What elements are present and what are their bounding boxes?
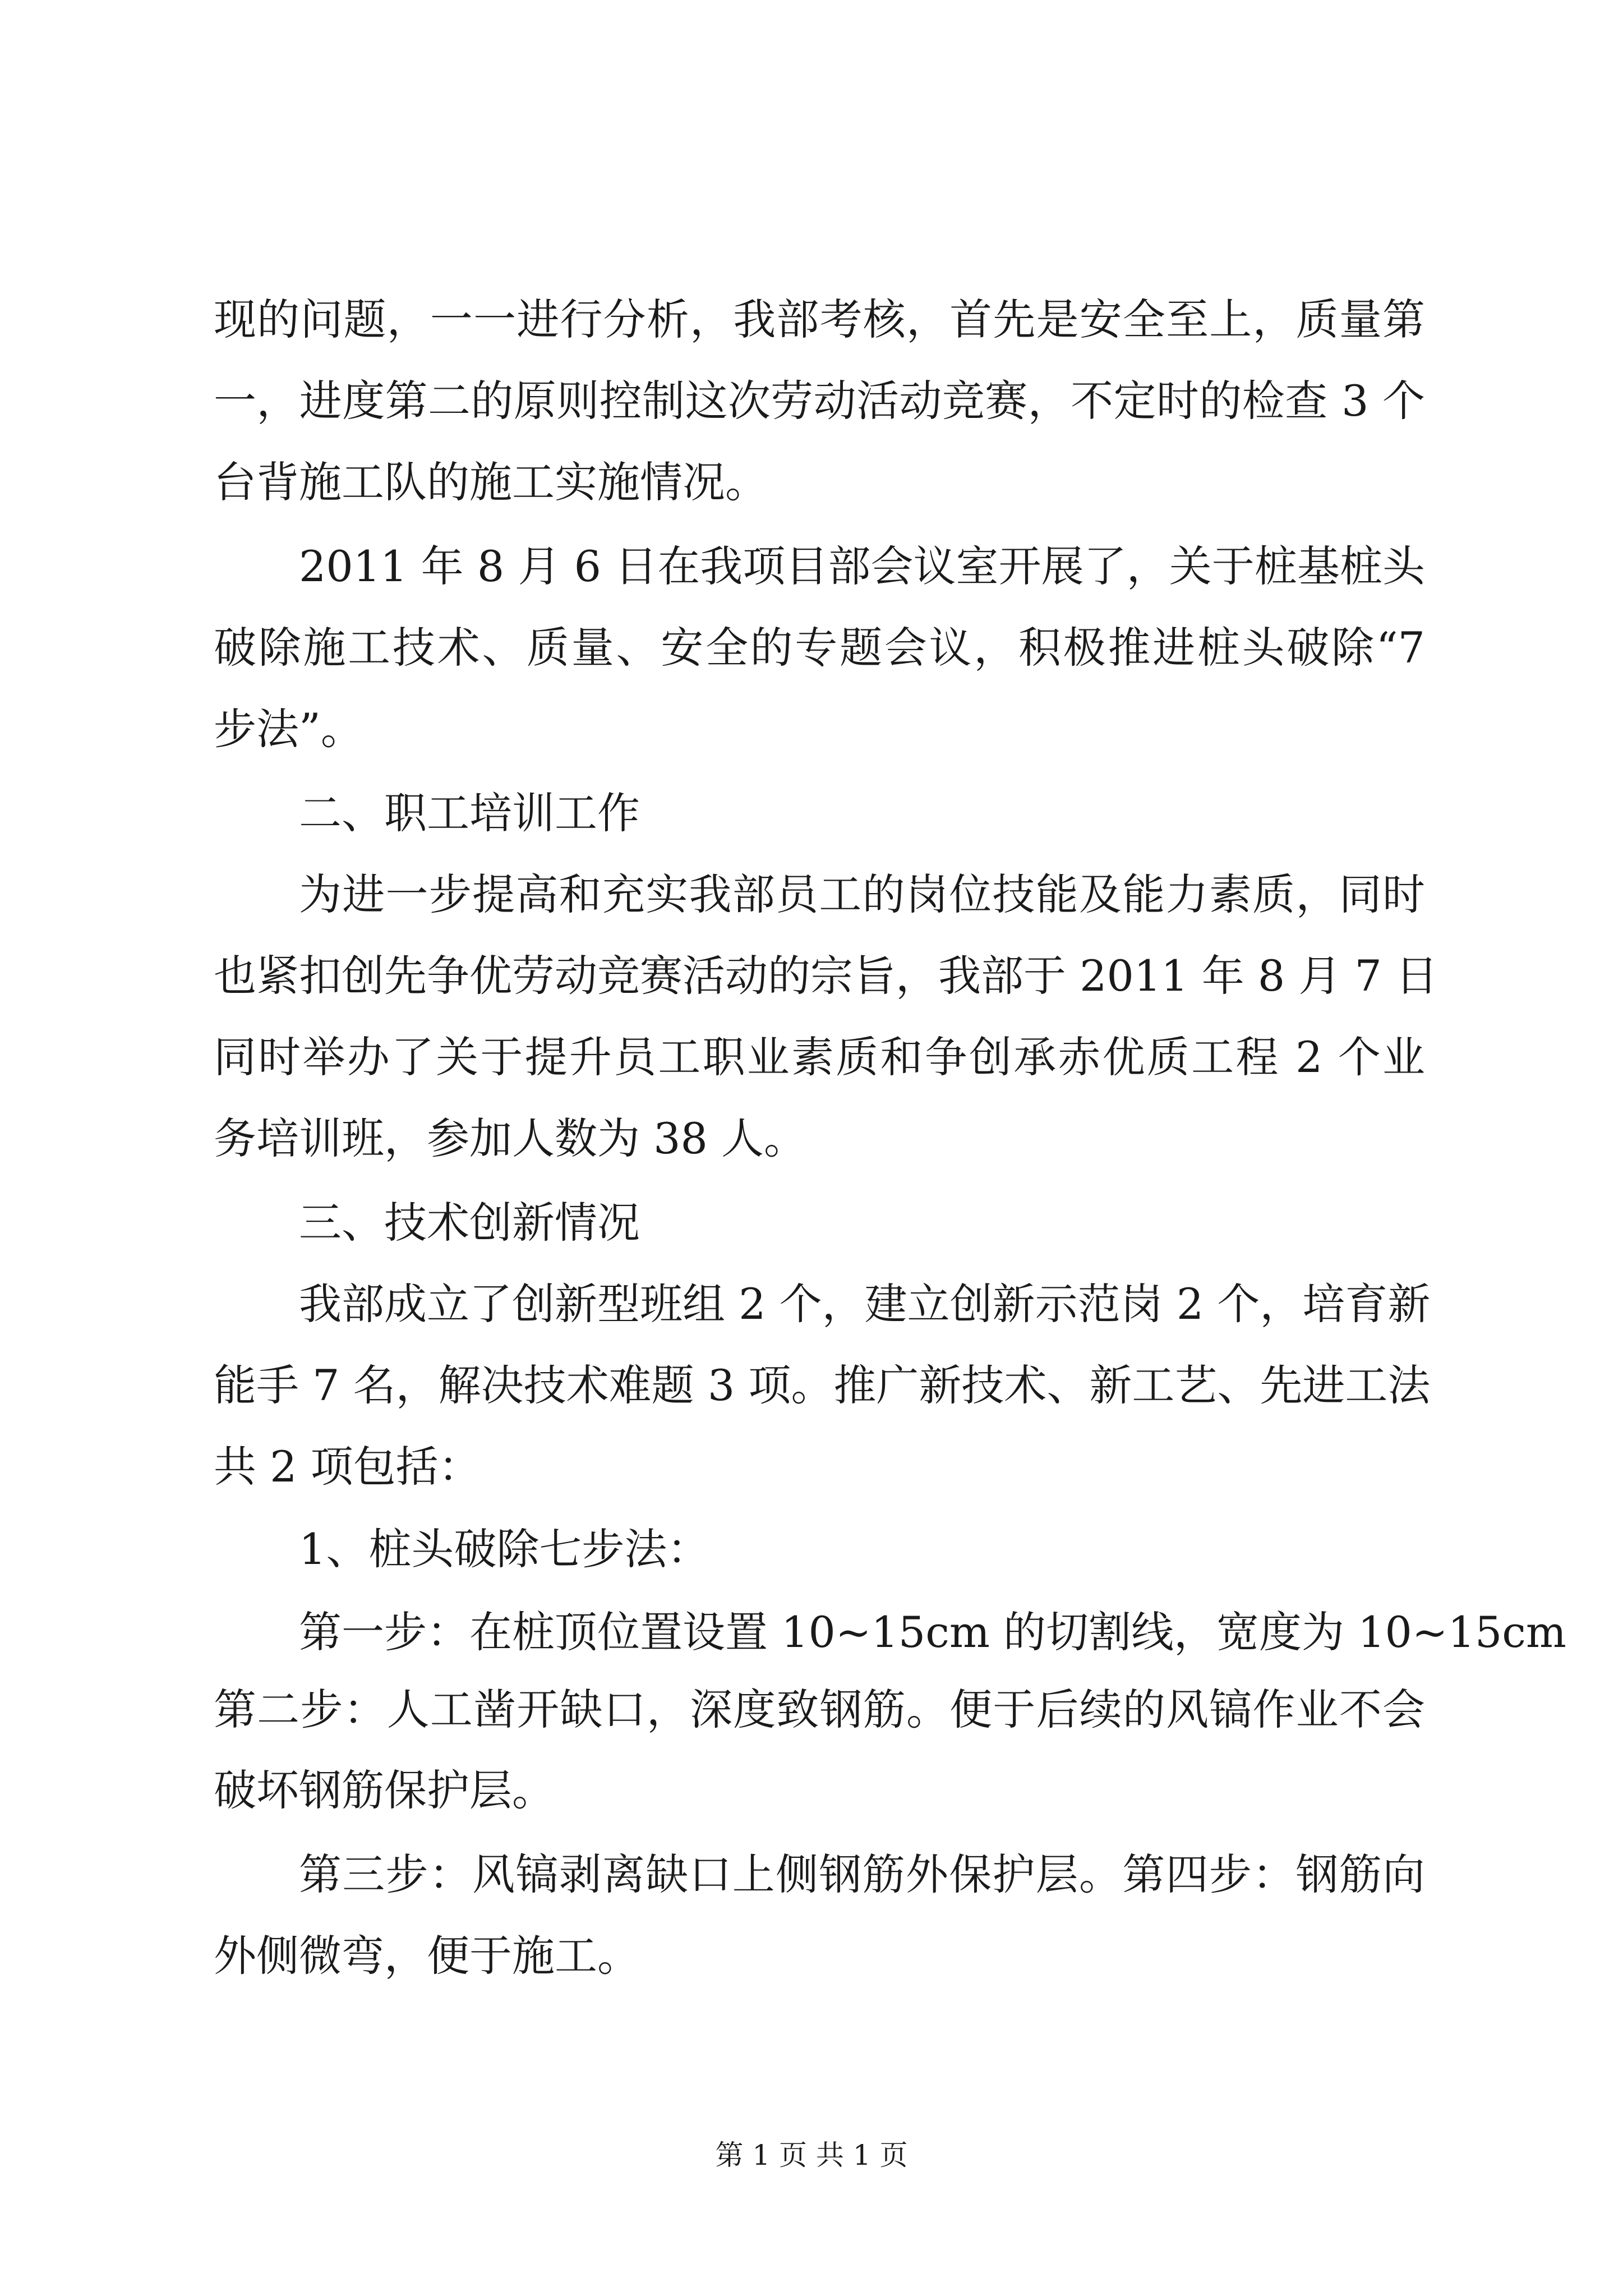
paragraph-line: 破除施工技术、质量、安全的专题会议，积极推进桩头破除“7 xyxy=(214,623,1425,673)
paragraph-line: 务培训班，参加人数为 38 人。 xyxy=(214,1114,807,1163)
paragraph-line: 第二步：人工凿开缺口，深度致钢筋。便于后续的风镐作业不会 xyxy=(214,1685,1425,1734)
section-heading: 三、技术创新情况 xyxy=(299,1198,640,1248)
paragraph-line: 第三步：风镐剥离缺口上侧钢筋外保护层。第四步：钢筋向 xyxy=(299,1849,1425,1899)
paragraph-line: 同时举办了关于提升员工职业素质和争创承赤优质工程 2 个业 xyxy=(214,1032,1425,1082)
paragraph-line: 外侧微弯，便于施工。 xyxy=(214,1931,640,1981)
paragraph-line: 步法”。 xyxy=(214,704,363,754)
paragraph-line: 第一步：在桩顶位置设置 10~15cm 的切割线，宽度为 10~15cm xyxy=(299,1607,1566,1657)
paragraph-line: 我部成立了创新型班组 2 个，建立创新示范岗 2 个，培育新 xyxy=(299,1279,1431,1329)
paragraph-line: 破坏钢筋保护层。 xyxy=(214,1765,555,1815)
paragraph-line: 一，进度第二的原则控制这次劳动活动竞赛，不定时的检查 3 个 xyxy=(214,376,1425,426)
paragraph-line: 能手 7 名，解决技术难题 3 项。推广新技术、新工艺、先进工法 xyxy=(214,1360,1431,1410)
paragraph-line: 为进一步提高和充实我部员工的岗位技能及能力素质，同时 xyxy=(299,869,1425,919)
paragraph-line: 共 2 项包括： xyxy=(214,1442,481,1492)
paragraph-line: 现的问题，一一进行分析，我部考核，首先是安全至上，质量第 xyxy=(214,295,1425,344)
paragraph-line: 台背施工队的施工实施情况。 xyxy=(214,457,768,507)
page-number-footer: 第 1 页 共 1 页 xyxy=(715,2139,908,2171)
paragraph-line: 也紧扣创先争优劳动竞赛活动的宗旨，我部于 2011 年 8 月 7 日 xyxy=(214,951,1438,1001)
paragraph-line: 2011 年 8 月 6 日在我项目部会议室开展了，关于桩基桩头 xyxy=(299,541,1425,591)
list-item-heading: 1、桩头破除七步法： xyxy=(299,1524,710,1574)
section-heading: 二、职工培训工作 xyxy=(299,788,640,838)
